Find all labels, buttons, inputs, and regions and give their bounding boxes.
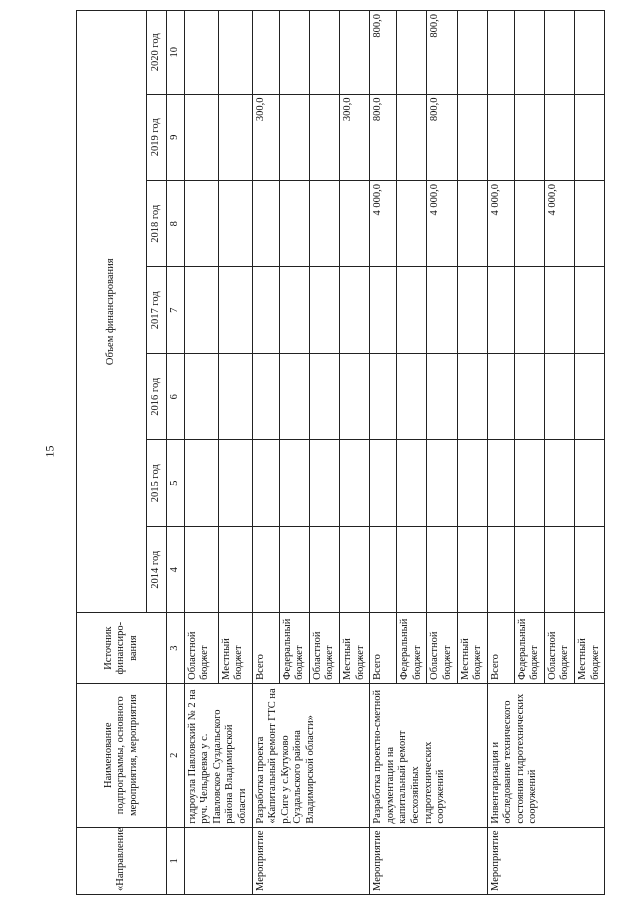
year-header: 2018 год	[147, 181, 167, 267]
value-cell	[457, 267, 487, 353]
source-cell: Федеральный бюджет	[279, 613, 309, 683]
value-cell: 4 000,0	[544, 181, 574, 267]
value-cell	[252, 267, 279, 353]
value-cell	[487, 11, 514, 95]
source-cell: Местный бюджет	[575, 613, 605, 683]
value-cell	[218, 526, 252, 612]
value-cell	[544, 94, 574, 180]
value-cell	[184, 267, 218, 353]
source-header: Источник финансиро-вания	[77, 613, 167, 683]
value-cell	[339, 11, 369, 95]
value-cell: 4 000,0	[487, 181, 514, 267]
value-cell	[544, 11, 574, 95]
page-number: 15	[42, 445, 57, 458]
source-cell: Всего	[252, 613, 279, 683]
value-cell: 4 000,0	[427, 181, 457, 267]
column-number: 1	[167, 827, 185, 894]
value-cell	[397, 526, 427, 612]
table-row	[252, 11, 279, 895]
value-cell	[218, 440, 252, 526]
value-cell	[427, 267, 457, 353]
value-cell	[544, 267, 574, 353]
value-cell	[457, 11, 487, 95]
measure-name-cell: Разработка проекта «Капитальный ремонт ГТС на р.Сиге у с.Кутуково Суздальского района Владимирской области»	[252, 683, 370, 827]
column-number: 3	[167, 613, 185, 683]
measure-name-cell: гидроузла Павловский № 2 на руч. Чельдревка у с. Павловское Суздальского района Владимирской области	[184, 683, 252, 827]
value-cell	[218, 267, 252, 353]
value-cell	[252, 353, 279, 439]
value-cell	[457, 440, 487, 526]
source-cell: Местный бюджет	[339, 613, 369, 683]
value-cell	[370, 440, 397, 526]
value-cell	[218, 94, 252, 180]
value-cell	[575, 181, 605, 267]
column-number: 5	[167, 440, 185, 526]
value-cell	[397, 94, 427, 180]
value-cell: 800,0	[427, 11, 457, 95]
value-cell	[514, 94, 544, 180]
value-cell	[309, 11, 339, 95]
value-cell	[184, 181, 218, 267]
value-cell	[279, 181, 309, 267]
column-number: 6	[167, 353, 185, 439]
value-cell	[309, 94, 339, 180]
value-cell	[544, 440, 574, 526]
value-cell	[427, 353, 457, 439]
value-cell	[279, 11, 309, 95]
value-cell	[487, 440, 514, 526]
direction-cell: Мероприятие	[487, 827, 605, 894]
value-cell	[309, 181, 339, 267]
value-cell	[309, 353, 339, 439]
value-cell	[279, 267, 309, 353]
column-number-row	[167, 11, 185, 895]
value-cell	[487, 526, 514, 612]
source-cell: Областной бюджет	[427, 613, 457, 683]
value-cell: 800,0	[370, 94, 397, 180]
column-number: 2	[167, 683, 185, 827]
header-row	[77, 11, 147, 895]
value-cell: 300,0	[339, 94, 369, 180]
year-header: 2020 год	[147, 11, 167, 95]
value-cell	[487, 353, 514, 439]
value-cell: 4 000,0	[370, 181, 397, 267]
value-cell	[184, 526, 218, 612]
value-cell	[514, 440, 544, 526]
column-number: 7	[167, 267, 185, 353]
value-cell	[309, 267, 339, 353]
value-cell	[514, 267, 544, 353]
value-cell	[252, 526, 279, 612]
value-cell: 800,0	[427, 94, 457, 180]
value-cell	[514, 11, 544, 95]
value-cell	[397, 440, 427, 526]
source-cell: Областной бюджет	[544, 613, 574, 683]
value-cell	[184, 353, 218, 439]
year-header: 2016 год	[147, 353, 167, 439]
value-cell	[514, 353, 544, 439]
value-cell	[218, 353, 252, 439]
source-cell: Всего	[487, 613, 514, 683]
year-header: 2015 год	[147, 440, 167, 526]
value-cell	[575, 353, 605, 439]
value-cell	[339, 440, 369, 526]
column-number: 9	[167, 94, 185, 180]
source-cell: Местный бюджет	[218, 613, 252, 683]
value-cell	[279, 440, 309, 526]
source-cell: Местный бюджет	[457, 613, 487, 683]
value-cell	[370, 353, 397, 439]
column-number: 8	[167, 181, 185, 267]
value-cell	[514, 181, 544, 267]
value-cell	[184, 94, 218, 180]
table-row	[487, 11, 514, 895]
value-cell	[279, 353, 309, 439]
value-cell	[575, 267, 605, 353]
value-cell: 300,0	[252, 94, 279, 180]
value-cell	[252, 440, 279, 526]
value-cell	[427, 526, 457, 612]
value-cell	[457, 181, 487, 267]
value-cell	[339, 181, 369, 267]
name-header: Наименование подпрограммы, основного мероприятия, мероприятия	[77, 683, 167, 827]
volume-header: Объем финансирования	[77, 11, 147, 613]
source-cell: Областной бюджет	[309, 613, 339, 683]
value-cell	[184, 440, 218, 526]
value-cell	[370, 267, 397, 353]
value-cell	[252, 181, 279, 267]
value-cell	[309, 440, 339, 526]
direction-cell: Мероприятие	[252, 827, 370, 894]
source-cell: Федеральный бюджет	[514, 613, 544, 683]
value-cell	[309, 526, 339, 612]
value-cell	[487, 267, 514, 353]
column-number: 4	[167, 526, 185, 612]
value-cell	[397, 353, 427, 439]
value-cell	[575, 11, 605, 95]
value-cell	[339, 526, 369, 612]
value-cell	[279, 526, 309, 612]
value-cell	[457, 353, 487, 439]
value-cell	[457, 94, 487, 180]
direction-cell	[184, 827, 252, 894]
financing-table	[76, 10, 605, 895]
value-cell	[514, 526, 544, 612]
source-cell: Федеральный бюджет	[397, 613, 427, 683]
value-cell	[457, 526, 487, 612]
value-cell	[575, 526, 605, 612]
measure-name-cell: Разработка проектно-сметной документации на капитальный ремонт бесхозяйных гидротехнических сооружений	[370, 683, 488, 827]
table-row	[370, 11, 397, 895]
value-cell	[544, 353, 574, 439]
year-header: 2019 год	[147, 94, 167, 180]
value-cell	[575, 440, 605, 526]
value-cell	[397, 267, 427, 353]
source-cell: Областной бюджет	[184, 613, 218, 683]
value-cell	[279, 94, 309, 180]
year-header: 2014 год	[147, 526, 167, 612]
value-cell	[339, 267, 369, 353]
value-cell	[575, 94, 605, 180]
value-cell	[184, 11, 218, 95]
table-body	[77, 11, 605, 895]
measure-name-cell: Инвентаризация и обследование технического состояния гидротехнических сооружений	[487, 683, 605, 827]
source-cell: Всего	[370, 613, 397, 683]
rotated-table-wrapper	[76, 10, 601, 895]
direction-cell: Мероприятие	[370, 827, 488, 894]
value-cell	[397, 11, 427, 95]
value-cell	[218, 181, 252, 267]
value-cell	[427, 440, 457, 526]
direction-header: «Направление	[77, 827, 167, 894]
year-header: 2017 год	[147, 267, 167, 353]
value-cell	[339, 353, 369, 439]
value-cell	[487, 94, 514, 180]
value-cell: 800,0	[370, 11, 397, 95]
value-cell	[252, 11, 279, 95]
column-number: 10	[167, 11, 185, 95]
value-cell	[397, 181, 427, 267]
table-row	[184, 11, 218, 895]
value-cell	[370, 526, 397, 612]
value-cell	[544, 526, 574, 612]
value-cell	[218, 11, 252, 95]
